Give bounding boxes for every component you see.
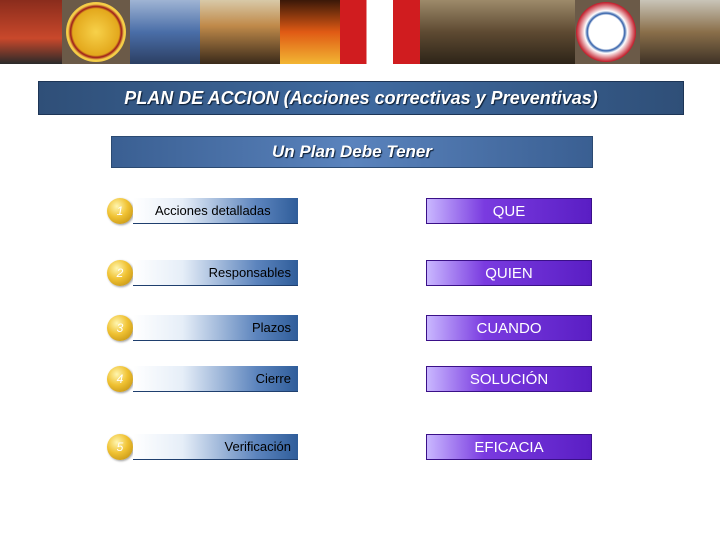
plan-item-label: Plazos [133, 315, 298, 341]
plan-item-label: Verificación [133, 434, 298, 460]
number-badge: 5 [107, 434, 133, 460]
number-badge: 2 [107, 260, 133, 286]
plan-answer-box: CUANDO [426, 315, 592, 341]
banner-photo-firefighter-portrait [200, 0, 280, 64]
hermandad-bomberos-seal [576, 2, 636, 62]
plan-item-label: Responsables [133, 260, 298, 286]
plan-row [0, 313, 720, 343]
plan-answer-box: QUE [426, 198, 592, 224]
number-badge: 1 [107, 198, 133, 224]
banner-photo-firefighters-group [420, 0, 575, 64]
plan-item-label: Cierre [133, 366, 298, 392]
number-badge: 4 [107, 366, 133, 392]
banner-photo-hazmat [130, 0, 200, 64]
section-subtitle: Un Plan Debe Tener [111, 136, 593, 168]
plan-answer-box: QUIEN [426, 260, 592, 286]
page-title: PLAN DE ACCION (Acciones correctivas y Preventivas) [38, 81, 684, 115]
plan-answer-box: SOLUCIÓN [426, 366, 592, 392]
plan-row [0, 364, 720, 394]
header-photo-banner [0, 0, 720, 64]
banner-photo-rescue-team [640, 0, 720, 64]
banner-photo-peru-flag [340, 0, 420, 64]
plan-row [0, 432, 720, 462]
plan-answer-box: EFICACIA [426, 434, 592, 460]
plan-row [0, 258, 720, 288]
banner-photo-firefighters [0, 0, 62, 64]
banner-photo-fire [280, 0, 340, 64]
number-badge: 3 [107, 315, 133, 341]
plan-item-label: Acciones detalladas [133, 198, 298, 224]
plan-row [0, 196, 720, 226]
rescue-seal-emblem [66, 2, 126, 62]
